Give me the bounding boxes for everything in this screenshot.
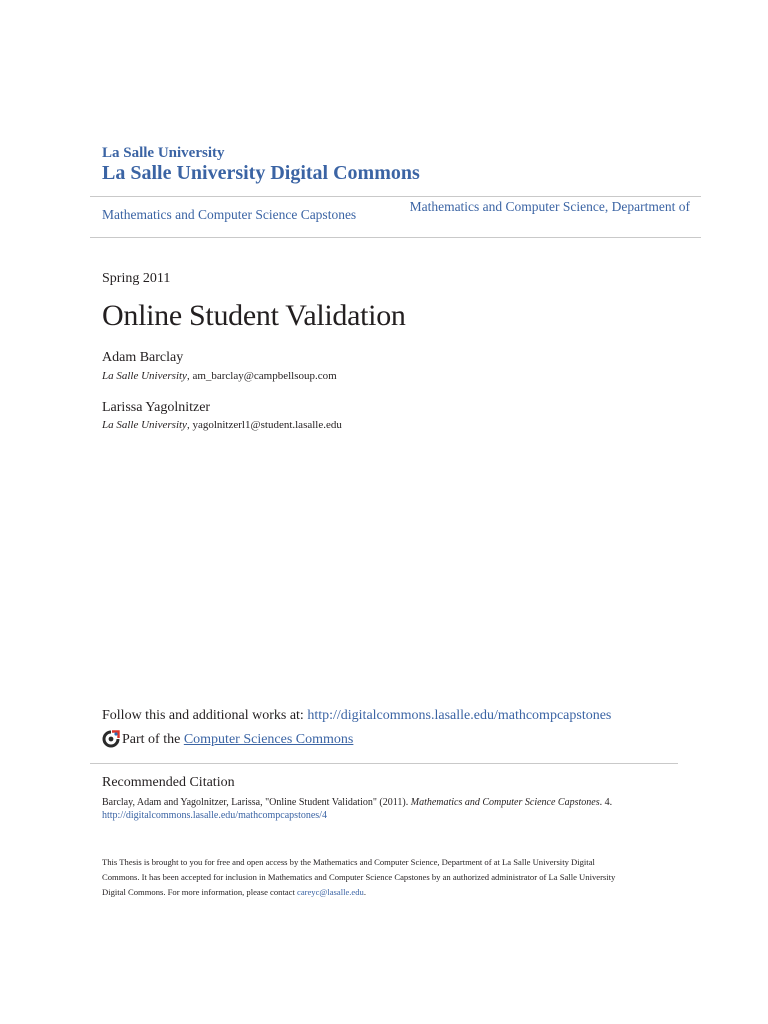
affiliation-name: La Salle University <box>102 370 187 382</box>
notice-suffix: . <box>363 887 366 897</box>
notice-line <box>102 885 672 900</box>
follow-prefix: Follow this and additional works at: <box>102 708 308 723</box>
series-link[interactable]: Mathematics and Computer Science Capstones <box>102 207 357 222</box>
citation-number: . 4. <box>599 797 613 808</box>
notice-line: Commons. It has been accepted for inclusion in Mathematics and Computer Science Capstones by an authorized administrator of La Salle University <box>102 872 616 882</box>
author-name: Adam Barclay <box>102 350 184 365</box>
divider-citation <box>90 763 678 764</box>
network-commons-icon <box>102 730 120 748</box>
divider-top <box>90 196 701 197</box>
department-link[interactable]: Mathematics and Computer Science, Department of <box>409 199 690 214</box>
part-of-prefix: Part of the <box>122 732 184 747</box>
follow-line <box>102 707 611 725</box>
affiliation-name: La Salle University <box>102 419 187 431</box>
author-affiliation <box>102 418 342 432</box>
citation-authors: Barclay, Adam and Yagolnitzer, Larissa, "Online Student Validation" (2011). <box>102 797 411 808</box>
access-notice <box>102 855 672 900</box>
institution-name: La Salle University <box>102 145 225 161</box>
notice-line: This Thesis is brought to you for free and open access by the Mathematics and Computer Science, Department of at La Salle University Digital <box>102 857 595 867</box>
citation-url-link[interactable]: http://digitalcommons.lasalle.edu/mathcompcapstones/4 <box>102 810 327 821</box>
part-of-line <box>102 730 353 750</box>
divider-header-bottom <box>90 237 701 238</box>
separator: , <box>186 370 193 382</box>
document-title: Online Student Validation <box>102 299 406 332</box>
citation-text <box>102 796 612 810</box>
separator: , <box>186 419 193 431</box>
publication-date: Spring 2011 <box>102 271 171 286</box>
contact-email-link[interactable]: careyc@lasalle.edu <box>297 887 364 897</box>
citation-heading: Recommended Citation <box>102 775 235 790</box>
author-email: am_barclay@campbellsoup.com <box>192 370 337 382</box>
citation-journal: Mathematics and Computer Science Capstones <box>410 797 600 808</box>
author-affiliation <box>102 369 337 383</box>
notice-prefix: Digital Commons. For more information, please contact <box>102 887 297 897</box>
commons-link[interactable]: Computer Sciences Commons <box>183 732 354 747</box>
author-name: Larissa Yagolnitzer <box>102 400 211 415</box>
author-email: yagolnitzerl1@student.lasalle.edu <box>192 419 342 431</box>
repository-link[interactable]: La Salle University Digital Commons <box>102 162 420 184</box>
collection-url-link[interactable]: http://digitalcommons.lasalle.edu/mathcompcapstones <box>307 708 612 723</box>
